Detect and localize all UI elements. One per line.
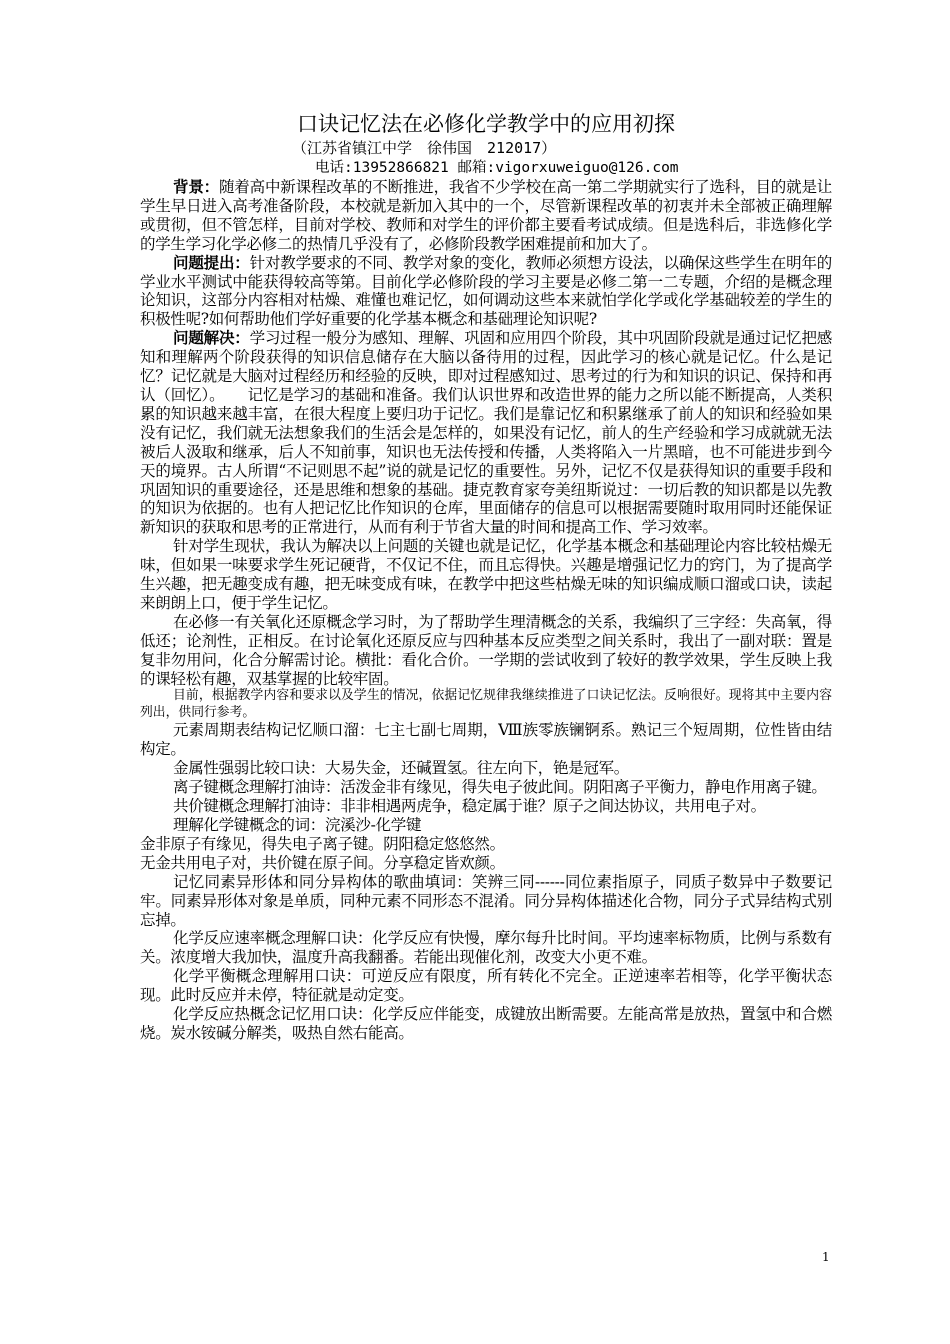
mnemonic-paragraph: 共价键概念理解打油诗：非非相遇两虎争，稳定属于谁？原子之间达协议，共用电子对。 xyxy=(173,797,766,816)
body-paragraph: 针对学生现状，我认为解决以上问题的关键也就是记忆，化学基本概念和基础理论内容比较枯燥无味，但如果一味要求学生死记硬背，不仅记不住，而且忘得快。兴趣是增强记忆力的窍门，为了提高学生兴趣，把无趣变成有趣，把无味变成有味，在教学中把这些枯燥无味的知识编成顺口溜或口诀，读起来朗朗上口，便于学生记忆。 xyxy=(140,537,832,612)
mnemonic-paragraph: 化学平衡概念理解用口诀：可逆反应有限度，所有转化不完全。正逆速率若相等，化学平衡状态现。此时反应并未停，特征就是动定变。 xyxy=(140,967,832,1005)
problem-paragraph xyxy=(140,254,832,330)
solution-text: 学习过程一般分为感知、理解、巩固和应用四个阶段，其中巩固阶段就是通过记忆把感知和理解两个阶段获得的知识信息储存在大脑以备待用的过程，因此学习的核心就是记忆。什么是记忆？记忆就是大脑对过程经历和经验的反映，即对过程感知过、思考过的行为和知识的识记、保持和再认（回忆）。 记忆是学习的基础和准备。我们认识世界和改造世界的能力之所以能不断提高，人类积累的知识越来越丰富，在很大程度上要归功于记忆。我们是靠记忆和积累继承了前人的知识和经验如果没有记忆，我们就无法想象我们的生活会是怎样的，如果没有记忆，前人的生产经验和学习成就就无法被后人汲取和继承，后人不知前事，知识也无法传授和传播，人类将陷入一片黑暗，也不可能进步到今天的境界。古人所谓“不记则思不起”说的就是记忆的重要性。另外，记忆不仅是获得知识的重要手段和巩固知识的重要途径，还是思维和想象的基础。捷克教育家夸美纽斯说过：一切后教的知识都是以先教的知识为依据的。也有人把记忆比作知识的仓库，里面储存的信息可以根据需要随时取用同时还能保证新知识的获取和思考的正常进行，从而有利于节省大量的时间和提高工作、学习效率。 xyxy=(140,329,832,537)
mnemonic-paragraph: 化学反应热概念记忆用口诀：化学反应伴能变，成键放出断需要。左能高常是放热，置氢中和合燃烧。炭水铵碱分解类，吸热自然右能高。 xyxy=(140,1005,832,1042)
mnemonic-paragraph: 离子键概念理解打油诗：活泼金非有缘见，得失电子彼此间。阴阳离子平衡力，静电作用离子键。 xyxy=(173,778,827,797)
document-title: 口诀记忆法在必修化学教学中的应用初探 xyxy=(297,112,675,136)
mnemonic-paragraph: 化学反应速率概念理解口诀：化学反应有快慢，摩尔每升比时间。平均速率标物质，比例与系数有关。浓度增大我加快，温度升高我翻番。若能出现催化剂，改变大小更不难。 xyxy=(140,929,832,967)
mnemonic-paragraph: 金属性强弱比较口诀：大易失金，还碱置氢。往左向下，铯是冠军。 xyxy=(173,759,630,778)
page-number: 1 xyxy=(822,1250,830,1264)
author-line: （江苏省镇江中学 徐伟国 212017） xyxy=(292,139,557,157)
poem-line: 金非原子有缘见，得失电子离子键。阴阳稳定悠悠然。 xyxy=(140,834,505,853)
mnemonic-paragraph: 元素周期表结构记忆顺口溜：七主七副七周期，Ⅷ族零族镧锕系。熟记三个短周期，位性皆由结构定。 xyxy=(140,721,832,759)
background-paragraph xyxy=(140,178,832,254)
poem-line: 无金共用电子对，共价键在原子间。分享稳定皆欢颜。 xyxy=(140,853,505,872)
document-body xyxy=(140,110,832,1043)
solution-label: 问题解决： xyxy=(173,328,250,348)
problem-text: 针对教学要求的不同、教学对象的变化，教师必须想方设法，以确保这些学生在明年的学业水平测试中能获得较高等第。目前化学必修阶段的学习主要是必修二第一二专题，介绍的是概念理论知识，这部分内容相对枯燥、难懂也难记忆，如何调动这些本来就怕学化学或化学基础较差的学生的积极性呢?如何帮助他们学好重要的化学基本概念和基础理论知识呢? xyxy=(140,253,832,329)
contact-line: 电话:13952866821 邮箱:vigorxuweiguo@126.com xyxy=(315,160,679,176)
solution-paragraph xyxy=(140,329,832,537)
body-paragraph: 在必修一有关氧化还原概念学习时，为了帮助学生理清概念的关系，我编织了三字经：失高氧，得低还；论剂性，正相反。在讨论氧化还原反应与四种基本反应类型之间关系时，我出了一副对联：置是复非勿用问，化合分解需讨论。横批：看化合价。一学期的尝试收到了较好的教学效果，学生反映上我的课轻松有趣，双基掌握的比较牢固。 xyxy=(140,612,832,688)
background-text: 随着高中新课程改革的不断推进，我省不少学校在高一第二学期就实行了选科，目的就是让学生早日进入高考准备阶段，本校就是新加入其中的一个，尽管新课程改革的初衷并未全部被正确理解或贯彻，但不管怎样，目前对学校、教师和对学生的评价都主要看考试成绩。但是选科后，非选修化学的学生学习化学必修二的热情几乎没有了，必修阶段教学困难提前和加大了。 xyxy=(140,178,832,253)
problem-label: 问题提出： xyxy=(173,252,250,272)
background-label: 背景： xyxy=(173,177,219,196)
body-paragraph-small: 目前，根据教学内容和要求以及学生的情况，依据记忆规律我继续推进了口诀记忆法。反响很好。现将其中主要内容列出，供同行参考。 xyxy=(140,688,832,720)
mnemonic-paragraph: 记忆同素异形体和同分异构体的歌曲填词：笑辨三同------同位素指原子，同质子数异中子数要记牢。同素异形体对象是单质，同种元素不同形态不混淆。同分异构体描述化合物，同分子式异结构式别忘掉。 xyxy=(140,872,832,929)
mnemonic-paragraph: 理解化学键概念的词：浣溪沙-化学键 xyxy=(173,816,422,834)
